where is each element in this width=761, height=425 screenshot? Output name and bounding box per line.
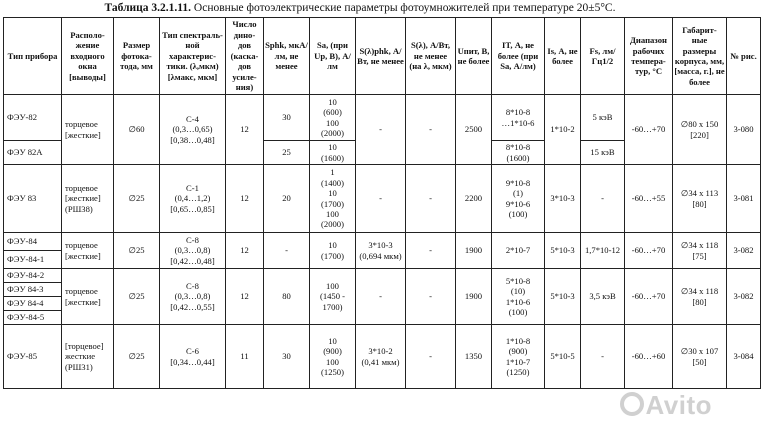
cell-u: 1900 (456, 233, 492, 269)
cell-is: 1*10-2 (545, 95, 581, 165)
cell-sa: 10 (1600) (310, 141, 356, 165)
header-size: Размер фотока- тода, мм (114, 18, 160, 95)
cell-size: ∅25 (114, 233, 160, 269)
cell-spectral: С-8 (0,3…0,8) [0,42…0,48] (160, 233, 226, 269)
cell-sa: 10 (600) 100 (2000) (310, 95, 356, 141)
header-row (4, 18, 761, 95)
cell-fs: - (581, 165, 625, 233)
header-dims: Габарит- ные размеры корпуса, мм, [масса, г.], не более (673, 18, 727, 95)
cell-temp: -60…+55 (625, 165, 673, 233)
cell-dynodes: 12 (226, 269, 264, 325)
cell-it: 9*10-8 (1) 9*10-6 (100) (492, 165, 545, 233)
cell-s-lambda: - (406, 165, 456, 233)
cell-dims: ∅80 x 150 [220] (673, 95, 727, 165)
cell-dims: ∅30 x 107 [50] (673, 325, 727, 389)
cell-is: 5*10-5 (545, 325, 581, 389)
cell-sphk-lambda: - (356, 269, 406, 325)
cell-type: ФЭУ-84 (4, 233, 62, 251)
header-temp: Диапазон рабочих темпера- тур, °C (625, 18, 673, 95)
cell-sa: 10 (1700) (310, 233, 356, 269)
cell-sa: 10 (900) 100 (1250) (310, 325, 356, 389)
cell-temp: -60…+70 (625, 95, 673, 165)
header-window: Располо- жение входного окна [выводы] (62, 18, 114, 95)
cell-sphk: 30 (264, 325, 310, 389)
cell-sphk-lambda: - (356, 165, 406, 233)
header-sphk: Sphk, мкА/лм, не менее (264, 18, 310, 95)
cell-fig: 3-081 (727, 165, 761, 233)
cell-fig: 3-080 (727, 95, 761, 165)
cell-sphk-lambda: 3*10-2 (0,41 мкм) (356, 325, 406, 389)
header-fig: № рис. (727, 18, 761, 95)
cell-type: ФЭУ-85 (4, 325, 62, 389)
header-spectral: Тип спектраль- ной характерис- тики. (λ,мкм) [λмакс, мкм] (160, 18, 226, 95)
cell-window: [торцевое] жесткие (РШ31) (62, 325, 114, 389)
cell-type: ФЭУ 83 (4, 165, 62, 233)
cell-window: торцевое [жесткие] (62, 95, 114, 165)
cell-s-lambda: - (406, 269, 456, 325)
cell-temp: -60…+70 (625, 269, 673, 325)
header-sphk-lambda: S(λ)phk, А/Вт, не менее (356, 18, 406, 95)
cell-dims: ∅34 x 118 [75] (673, 233, 727, 269)
cell-sa: 100 (1450 - 1700) (310, 269, 356, 325)
cell-size: ∅25 (114, 325, 160, 389)
avito-logo-icon (620, 392, 644, 416)
cell-type: ФЭУ 84-3 (4, 283, 62, 297)
cell-s-lambda: - (406, 325, 456, 389)
cell-fs: 5 кэВ (581, 95, 625, 141)
cell-u: 2200 (456, 165, 492, 233)
cell-dims: ∅34 x 118 [80] (673, 269, 727, 325)
header-is: Is, А, не более (545, 18, 581, 95)
cell-fig: 3-082 (727, 269, 761, 325)
cell-it: 8*10-8 (1600) (492, 141, 545, 165)
cell-spectral: С-8 (0,3…0,8) [0,42…0,55] (160, 269, 226, 325)
cell-dims: ∅34 x 113 [80] (673, 165, 727, 233)
cell-temp: -60…+70 (625, 233, 673, 269)
cell-sphk: 20 (264, 165, 310, 233)
cell-sphk: 25 (264, 141, 310, 165)
cell-it: 2*10-7 (492, 233, 545, 269)
cell-u: 2500 (456, 95, 492, 165)
cell-dynodes: 12 (226, 233, 264, 269)
table-row (4, 233, 761, 251)
cell-sphk-lambda: - (356, 95, 406, 165)
cell-window: торцевое [жесткие] (62, 233, 114, 269)
cell-sa: 1 (1400) 10 (1700) 100 (2000) (310, 165, 356, 233)
cell-sphk: 30 (264, 95, 310, 141)
cell-window: торцевое [жесткие] (62, 269, 114, 325)
cell-spectral: С-6 [0,34…0,44] (160, 325, 226, 389)
cell-it: 5*10-8 (10) 1*10-6 (100) (492, 269, 545, 325)
table-row (4, 95, 761, 141)
avito-watermark (620, 390, 712, 421)
cell-type: ФЭУ-82 (4, 95, 62, 141)
cell-size: ∅25 (114, 165, 160, 233)
header-it: IT, А, не более (при Sa, А/лм) (492, 18, 545, 95)
cell-fs: - (581, 325, 625, 389)
cell-dynodes: 12 (226, 95, 264, 165)
cell-size: ∅25 (114, 269, 160, 325)
table-row (4, 325, 761, 389)
header-type: Тип прибора (4, 18, 62, 95)
cell-dynodes: 11 (226, 325, 264, 389)
cell-sphk: - (264, 233, 310, 269)
cell-s-lambda: - (406, 233, 456, 269)
cell-size: ∅60 (114, 95, 160, 165)
cell-u: 1350 (456, 325, 492, 389)
cell-sphk: 80 (264, 269, 310, 325)
cell-fig: 3-082 (727, 233, 761, 269)
cell-type: ФЭУ 84-4 (4, 297, 62, 311)
cell-type: ФЭУ-84-2 (4, 269, 62, 283)
cell-spectral: С-4 (0,3…0,65) [0,38…0,48] (160, 95, 226, 165)
cell-is: 5*10-3 (545, 233, 581, 269)
cell-u: 1900 (456, 269, 492, 325)
parameters-table (3, 17, 761, 389)
cell-type: ФЭУ-84-1 (4, 251, 62, 269)
cell-it: 1*10-8 (900) 1*10-7 (1250) (492, 325, 545, 389)
header-dynodes: Число дино- дов (каска- дов усиле- ния) (226, 18, 264, 95)
cell-sphk-lambda: 3*10-3 (0,694 мкм) (356, 233, 406, 269)
table-row (4, 165, 761, 233)
cell-s-lambda: - (406, 95, 456, 165)
cell-type: ФЭУ-84-5 (4, 311, 62, 325)
header-sa: Sa, (при Up, В), А/лм (310, 18, 356, 95)
cell-dynodes: 12 (226, 165, 264, 233)
table-row (4, 269, 761, 283)
cell-is: 3*10-3 (545, 165, 581, 233)
cell-fs: 1,7*10-12 (581, 233, 625, 269)
cell-it: 8*10-8 …1*10-6 (492, 95, 545, 141)
cell-window: торцевое [жесткие] (РШ38) (62, 165, 114, 233)
header-s-lambda: S(λ), А/Вт, не менее (на λ, мкм) (406, 18, 456, 95)
cell-fs: 15 кэВ (581, 141, 625, 165)
table-number: Таблица 3.2.1.11. (104, 2, 192, 14)
cell-type: ФЭУ 82А (4, 141, 62, 165)
cell-spectral: С-1 (0,4…1,2) [0,65…0,85] (160, 165, 226, 233)
cell-fs: 3,5 кэВ (581, 269, 625, 325)
header-fs: Fs, лм/Гц1/2 (581, 18, 625, 95)
cell-is: 5*10-3 (545, 269, 581, 325)
watermark-text: Avito (645, 390, 712, 420)
cell-temp: -60…+60 (625, 325, 673, 389)
table-caption (0, 0, 720, 17)
header-u: Uпит, В, не более (456, 18, 492, 95)
table-title: Основные фотоэлектрические параметры фотоумножителей при температуре 20±5°C. (193, 2, 616, 14)
cell-fig: 3-084 (727, 325, 761, 389)
